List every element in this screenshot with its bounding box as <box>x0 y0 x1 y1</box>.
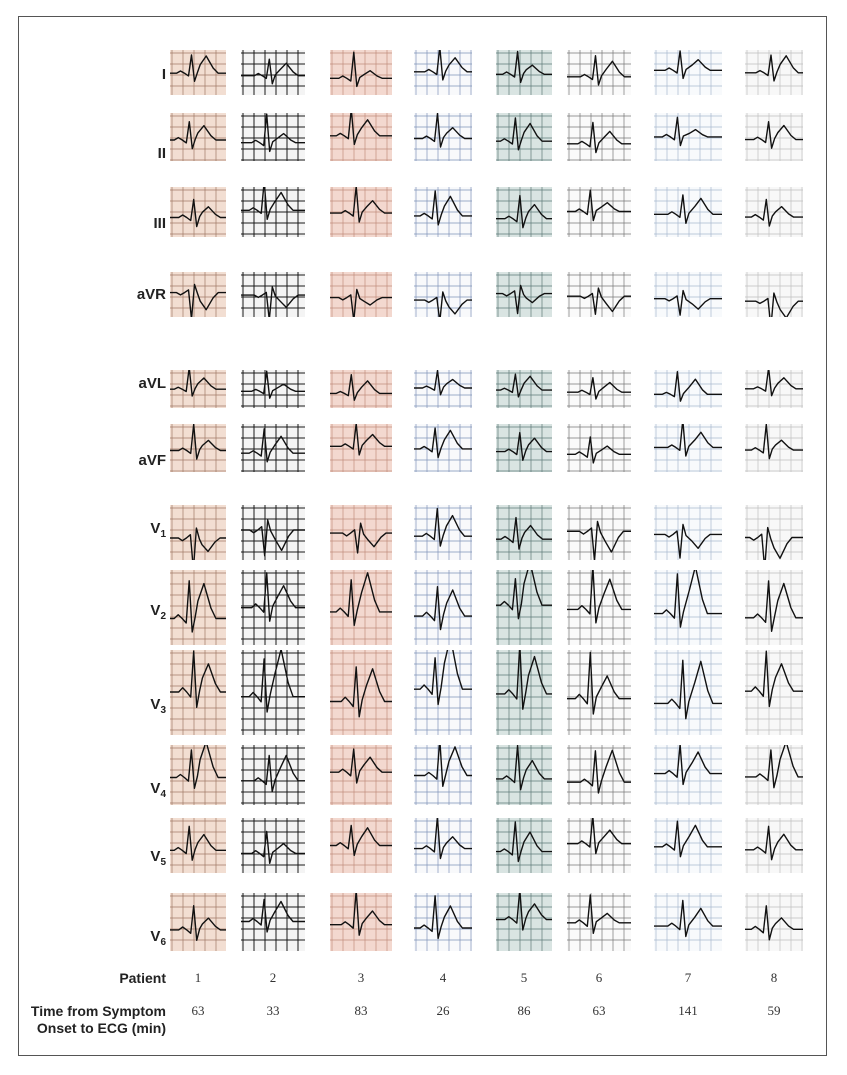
lead-label-v5: $V_5$ <box>150 848 166 868</box>
ecg-strip-patient-3-lead-i <box>330 50 392 95</box>
patient-number-3: 3 <box>357 970 365 985</box>
ecg-strip-patient-2-lead-v6 <box>241 893 305 951</box>
ecg-strip-patient-1-lead-v4 <box>170 745 226 805</box>
patient-number-8: 8 <box>770 970 778 985</box>
ecg-strip-patient-2-lead-avr <box>241 272 305 317</box>
ecg-strip-patient-5-lead-avr <box>496 272 552 317</box>
ecg-strip-patient-7-lead-avl <box>654 370 722 408</box>
lead-label-iii: III <box>153 215 166 232</box>
patient-number-7: 7 <box>684 970 692 985</box>
ecg-strip-patient-8-lead-v5 <box>745 818 803 873</box>
ecg-strip-patient-6-lead-v1 <box>567 505 631 560</box>
ecg-strip-patient-3-lead-iii <box>330 187 392 237</box>
ecg-strip-patient-6-lead-iii <box>567 187 631 237</box>
patient-number-1: 1 <box>194 970 202 985</box>
ecg-strip-patient-1-lead-avl <box>170 370 226 408</box>
lead-label-v1: $V_1$ <box>150 520 166 540</box>
time-row-label <box>10 1003 166 1037</box>
lead-label-ii: II <box>157 145 166 162</box>
ecg-strip-patient-5-lead-v2 <box>496 570 552 645</box>
time-value-patient-4: 26 <box>436 1003 450 1018</box>
time-value-patient-3: 83 <box>354 1003 368 1018</box>
ecg-strip-patient-3-lead-ii <box>330 113 392 161</box>
ecg-strip-patient-4-lead-v5 <box>414 818 472 873</box>
ecg-strip-patient-2-lead-v3 <box>241 650 305 735</box>
ecg-strip-patient-3-lead-avf <box>330 424 392 472</box>
ecg-strip-patient-1-lead-v5 <box>170 818 226 873</box>
ecg-strip-patient-6-lead-v2 <box>567 570 631 645</box>
ecg-strip-patient-8-lead-avf <box>745 424 803 472</box>
ecg-strip-patient-3-lead-avl <box>330 370 392 408</box>
ecg-strip-patient-2-lead-avf <box>241 424 305 472</box>
ecg-strip-patient-8-lead-v6 <box>745 893 803 951</box>
lead-label-avf: aVF <box>138 452 166 469</box>
ecg-strip-patient-1-lead-iii <box>170 187 226 237</box>
ecg-strip-patient-7-lead-v3 <box>654 650 722 735</box>
time-value-patient-6: 63 <box>592 1003 606 1018</box>
patient-number-5: 5 <box>520 970 528 985</box>
time-value-patient-8: 59 <box>767 1003 781 1018</box>
ecg-strip-patient-5-lead-v4 <box>496 745 552 805</box>
ecg-strip-patient-2-lead-i <box>241 50 305 95</box>
lead-label-v6: $V_6$ <box>150 928 166 948</box>
ecg-strip-patient-6-lead-v4 <box>567 745 631 805</box>
patient-number-6: 6 <box>595 970 603 985</box>
ecg-strip-patient-5-lead-v1 <box>496 505 552 560</box>
ecg-strip-patient-6-lead-v3 <box>567 650 631 735</box>
ecg-strip-patient-6-lead-avl <box>567 370 631 408</box>
ecg-strip-patient-4-lead-avf <box>414 424 472 472</box>
lead-label-v4: $V_4$ <box>150 780 166 800</box>
ecg-strip-patient-2-lead-v4 <box>241 745 305 805</box>
lead-label-avl: aVL <box>138 375 166 392</box>
ecg-strip-patient-2-lead-avl <box>241 370 305 408</box>
ecg-strip-patient-1-lead-i <box>170 50 226 95</box>
ecg-strip-patient-4-lead-ii <box>414 113 472 161</box>
ecg-strip-patient-7-lead-v4 <box>654 745 722 805</box>
ecg-strip-patient-7-lead-v1 <box>654 505 722 560</box>
ecg-strip-patient-4-lead-v2 <box>414 570 472 645</box>
ecg-strip-patient-7-lead-ii <box>654 113 722 161</box>
ecg-strip-patient-3-lead-v2 <box>330 570 392 645</box>
ecg-strip-patient-3-lead-v4 <box>330 745 392 805</box>
time-value-patient-5: 86 <box>517 1003 531 1018</box>
ecg-strip-patient-4-lead-i <box>414 50 472 95</box>
ecg-strip-patient-4-lead-v4 <box>414 745 472 805</box>
ecg-strip-patient-1-lead-avr <box>170 272 226 317</box>
ecg-strip-patient-5-lead-v6 <box>496 893 552 951</box>
ecg-strip-patient-8-lead-v2 <box>745 570 803 645</box>
ecg-strip-patient-7-lead-i <box>654 50 722 95</box>
ecg-strip-patient-8-lead-v3 <box>745 650 803 735</box>
ecg-strip-patient-8-lead-iii <box>745 187 803 237</box>
ecg-strip-patient-3-lead-v3 <box>330 650 392 735</box>
ecg-strip-patient-8-lead-avl <box>745 370 803 408</box>
ecg-strip-patient-4-lead-iii <box>414 187 472 237</box>
ecg-strip-patient-7-lead-v6 <box>654 893 722 951</box>
ecg-strip-patient-4-lead-v6 <box>414 893 472 951</box>
ecg-strip-patient-4-lead-avr <box>414 272 472 317</box>
ecg-strip-patient-1-lead-v1 <box>170 505 226 560</box>
ecg-strip-patient-5-lead-i <box>496 50 552 95</box>
time-value-patient-1: 63 <box>191 1003 205 1018</box>
ecg-strip-patient-7-lead-v2 <box>654 570 722 645</box>
ecg-strip-patient-8-lead-avr <box>745 272 803 317</box>
patient-row-label: Patient <box>119 970 166 986</box>
ecg-strip-patient-7-lead-v5 <box>654 818 722 873</box>
ecg-strip-patient-2-lead-v5 <box>241 818 305 873</box>
ecg-strip-patient-3-lead-v5 <box>330 818 392 873</box>
ecg-strip-patient-1-lead-v3 <box>170 650 226 735</box>
ecg-strip-patient-2-lead-ii <box>241 113 305 161</box>
ecg-strip-patient-2-lead-v2 <box>241 570 305 645</box>
ecg-strip-patient-8-lead-ii <box>745 113 803 161</box>
patient-number-2: 2 <box>269 970 277 985</box>
time-value-patient-7: 141 <box>678 1003 698 1018</box>
ecg-strip-patient-6-lead-avr <box>567 272 631 317</box>
time-label-line1: Time from Symptom <box>30 1003 166 1019</box>
ecg-strip-patient-4-lead-avl <box>414 370 472 408</box>
ecg-strip-patient-5-lead-avf <box>496 424 552 472</box>
time-value-patient-2: 33 <box>266 1003 280 1018</box>
ecg-strip-patient-1-lead-v6 <box>170 893 226 951</box>
ecg-strip-patient-5-lead-ii <box>496 113 552 161</box>
patient-number-4: 4 <box>439 970 447 985</box>
ecg-strip-patient-6-lead-v6 <box>567 893 631 951</box>
ecg-strip-patient-6-lead-i <box>567 50 631 95</box>
ecg-strip-patient-7-lead-avr <box>654 272 722 317</box>
ecg-strip-patient-2-lead-v1 <box>241 505 305 560</box>
ecg-strip-patient-5-lead-avl <box>496 370 552 408</box>
ecg-strip-patient-5-lead-iii <box>496 187 552 237</box>
lead-label-i: I <box>161 66 166 83</box>
ecg-strip-patient-4-lead-v3 <box>414 650 472 735</box>
ecg-strip-patient-3-lead-v1 <box>330 505 392 560</box>
ecg-strip-patient-6-lead-ii <box>567 113 631 161</box>
ecg-strip-patient-5-lead-v5 <box>496 818 552 873</box>
ecg-strip-patient-4-lead-v1 <box>414 505 472 560</box>
ecg-strip-patient-8-lead-v4 <box>745 745 803 805</box>
lead-label-v3: $V_3$ <box>150 696 166 716</box>
ecg-strip-patient-1-lead-avf <box>170 424 226 472</box>
ecg-strip-patient-8-lead-i <box>745 50 803 95</box>
time-label-line2: Onset to ECG (min) <box>36 1020 166 1036</box>
lead-label-v2: $V_2$ <box>150 602 166 622</box>
ecg-strip-patient-1-lead-ii <box>170 113 226 161</box>
ecg-strip-patient-8-lead-v1 <box>745 505 803 560</box>
ecg-strip-patient-7-lead-avf <box>654 424 722 472</box>
ecg-strip-patient-6-lead-avf <box>567 424 631 472</box>
ecg-strip-patient-1-lead-v2 <box>170 570 226 645</box>
ecg-strip-patient-7-lead-iii <box>654 187 722 237</box>
ecg-strip-patient-2-lead-iii <box>241 187 305 237</box>
lead-label-avr: aVR <box>136 286 166 303</box>
ecg-strip-patient-5-lead-v3 <box>496 650 552 735</box>
ecg-strip-patient-3-lead-v6 <box>330 893 392 951</box>
ecg-strip-patient-6-lead-v5 <box>567 818 631 873</box>
ecg-strip-patient-3-lead-avr <box>330 272 392 317</box>
